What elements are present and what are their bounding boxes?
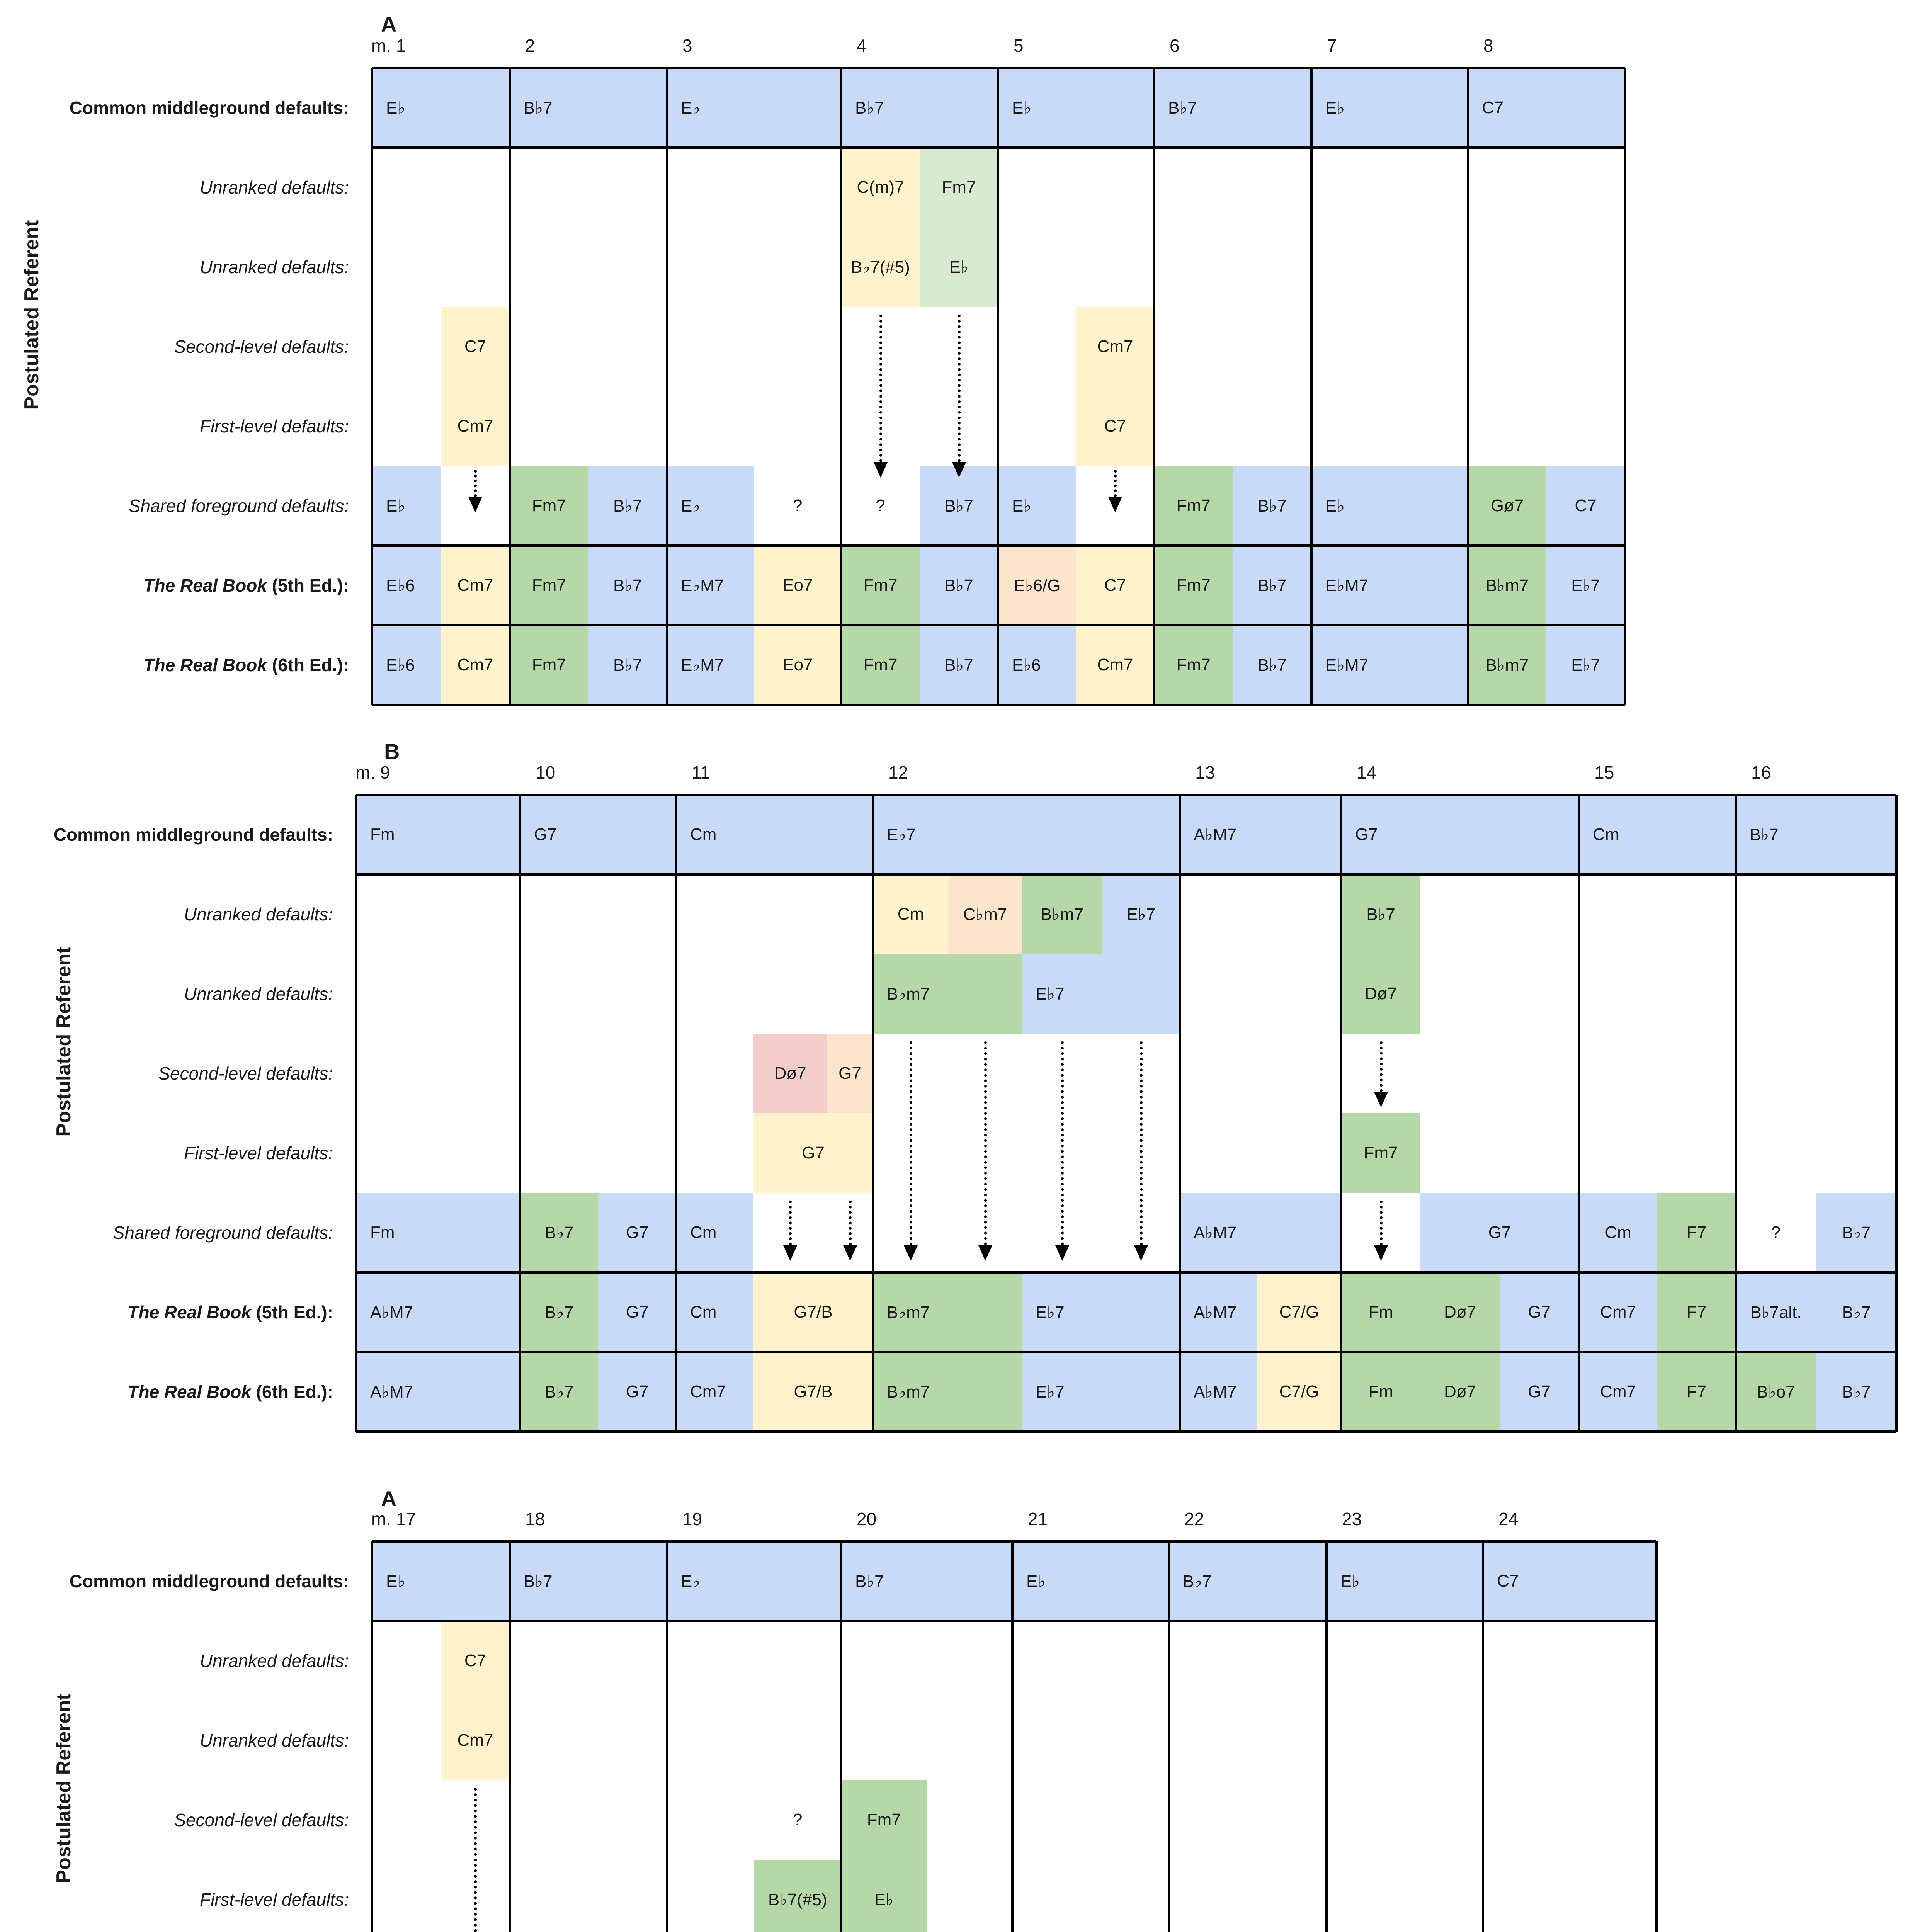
arrow-head-icon: [874, 462, 888, 478]
rb5-chord-cell: B♭7: [1233, 546, 1312, 625]
middleground-cell: B♭7: [510, 1541, 667, 1621]
rb5-chord-cell: G7/B: [753, 1272, 873, 1352]
arrow-head-icon: [1134, 1245, 1148, 1261]
middleground-cell: B♭7: [1154, 68, 1311, 148]
dotted-arrow-line: [1380, 1201, 1383, 1245]
row-label-suffix: (6th Ed.):: [251, 1382, 333, 1402]
shared-chord-cell: B♭7: [1816, 1193, 1896, 1272]
arrow-head-icon: [783, 1245, 797, 1261]
grid-line: [371, 68, 373, 705]
unranked-default-cell: C(m)7: [841, 148, 920, 227]
shared-chord-cell: [753, 1193, 1180, 1272]
shared-chord-cell: E♭: [998, 466, 1076, 546]
rb5-chord-cell: [1390, 546, 1468, 625]
rb5-chord-cell: E♭7: [1546, 546, 1625, 625]
measure-number: 16: [1751, 762, 1771, 782]
row-label-title: The Real Book: [128, 1302, 251, 1322]
measure-number: 15: [1594, 762, 1614, 782]
rb5-chord-cell: A♭M7: [356, 1272, 520, 1352]
dotted-arrow-line: [474, 1788, 477, 1932]
dotted-arrow-line: [1140, 1041, 1143, 1245]
unranked-default-cell: B♭m7: [1022, 874, 1102, 954]
dotted-arrow-line: [910, 1041, 912, 1245]
grid-line: [840, 68, 842, 705]
rb5-chord-cell: Eo7: [754, 546, 842, 625]
shared-chord-cell: Cm: [1579, 1193, 1657, 1272]
first-level-default-cell: G7: [753, 1113, 873, 1193]
row-label-rb6: [143, 655, 349, 675]
rb6-chord-cell: B♭7: [520, 1352, 598, 1432]
middleground-cell: E♭: [667, 1541, 841, 1621]
rb6-chord-cell: B♭m7: [1468, 625, 1546, 705]
rb5-chord-cell: E♭M7: [667, 546, 754, 625]
side-label: Postulated Referent: [53, 1693, 75, 1883]
measure-number: 18: [525, 1509, 545, 1529]
row-label-suffix: (6th Ed.):: [267, 655, 349, 675]
dotted-arrow-line: [789, 1201, 792, 1245]
unranked-default-cell: Cm: [873, 874, 949, 954]
grid-line: [666, 68, 668, 705]
rb6-chord-cell: Cm7: [441, 625, 510, 705]
section-label: A: [381, 1486, 397, 1511]
row-label-second: Second-level defaults:: [174, 1810, 349, 1830]
rb5-chord-cell: B♭7alt.: [1736, 1272, 1816, 1352]
rb5-chord-cell: E♭6: [372, 546, 441, 625]
measure-number: 8: [1483, 36, 1493, 56]
middleground-cell: E♭: [372, 68, 510, 148]
rb5-chord-cell: C7/G: [1257, 1272, 1341, 1352]
middleground-cell: Cm: [676, 795, 873, 874]
arrow-head-icon: [1374, 1092, 1388, 1107]
measure-number: m. 17: [371, 1509, 416, 1529]
first-level-default-cell: Cm7: [441, 386, 510, 466]
shared-chord-cell: [1390, 466, 1468, 546]
grid-line: [356, 1271, 1896, 1274]
measure-number: 19: [682, 1509, 702, 1529]
second-level-default-cell: Cm7: [1076, 307, 1154, 386]
rb6-chord-cell: G7/B: [753, 1352, 873, 1432]
middleground-cell: B♭7: [841, 1541, 1012, 1621]
dotted-arrow-line: [879, 315, 882, 462]
unranked-default-cell: B♭7: [1341, 874, 1420, 954]
rb5-chord-cell: Dø7: [1420, 1272, 1500, 1352]
unranked-default-cell: C7: [441, 1621, 510, 1701]
rb6-chord-cell: Dø7: [1420, 1352, 1500, 1432]
shared-chord-cell: Cm: [676, 1193, 753, 1272]
measure-number: 24: [1498, 1509, 1519, 1529]
dotted-arrow-line: [1061, 1041, 1064, 1245]
shared-chord-cell: Gø7: [1468, 466, 1546, 546]
first-level-default-cell: Fm7: [1341, 1113, 1420, 1193]
arrow-head-icon: [978, 1245, 992, 1261]
row-label-suffix: (5th Ed.):: [251, 1302, 333, 1322]
measure-number: 20: [857, 1509, 877, 1529]
shared-chord-cell: E♭: [372, 466, 441, 546]
grid-line: [872, 795, 874, 1432]
measure-number: 11: [692, 762, 710, 782]
grid-line: [519, 795, 521, 1432]
arrow-head-icon: [904, 1245, 918, 1261]
rb5-chord-cell: B♭m7: [1468, 546, 1546, 625]
measure-number: m. 1: [371, 36, 406, 56]
rb6-chord-cell: B♭7: [1816, 1352, 1896, 1432]
rb6-chord-cell: E♭6: [998, 625, 1076, 705]
row-label-unranked: Unranked defaults:: [199, 257, 349, 277]
arrow-head-icon: [1374, 1245, 1388, 1261]
rb6-chord-cell: F7: [1657, 1352, 1736, 1432]
shared-chord-cell: C7: [1546, 466, 1625, 546]
middleground-cell: E♭: [1311, 68, 1468, 148]
grid-line: [1482, 1541, 1484, 1932]
rb5-chord-cell: A♭M7: [1180, 1272, 1257, 1352]
rb6-chord-cell: E♭7: [1022, 1352, 1180, 1432]
shared-chord-cell: G7: [1420, 1193, 1579, 1272]
unranked-default-cell: C♭m7: [949, 874, 1022, 954]
rb6-chord-cell: B♭7: [588, 625, 667, 705]
unranked-default-cell: E♭: [920, 227, 998, 307]
shared-chord-cell: ?: [841, 466, 920, 546]
rb6-chord-cell: A♭M7: [356, 1352, 520, 1432]
grid-line: [675, 795, 677, 1432]
rb6-chord-cell: E♭7: [1546, 625, 1625, 705]
middleground-cell: C7: [1468, 68, 1625, 148]
grid-line: [371, 1541, 373, 1932]
middleground-cell: E♭: [667, 68, 841, 148]
side-label: Postulated Referent: [20, 219, 43, 410]
row-label-unranked: Unranked defaults:: [199, 1651, 349, 1671]
middleground-cell: Fm: [356, 795, 520, 874]
grid-line: [1011, 1541, 1014, 1932]
second-level-default-cell: Dø7: [753, 1034, 827, 1113]
grid-line: [372, 1620, 1656, 1622]
rb5-chord-cell: B♭m7: [873, 1272, 1022, 1352]
rb5-chord-cell: Cm7: [1579, 1272, 1657, 1352]
row-label-unranked: Unranked defaults:: [199, 177, 349, 197]
rb6-chord-cell: A♭M7: [1180, 1352, 1257, 1432]
row-label-middleground: Common middleground defaults:: [53, 825, 333, 845]
second-level-default-cell: G7: [827, 1034, 873, 1113]
rb6-chord-cell: B♭7: [1233, 625, 1312, 705]
arrow-head-icon: [1055, 1245, 1069, 1261]
grid-line: [356, 1351, 1896, 1353]
rb6-chord-cell: C7/G: [1257, 1352, 1341, 1432]
rb5-chord-cell: G7: [598, 1272, 676, 1352]
middleground-cell: C7: [1483, 1541, 1656, 1621]
second-level-default-cell: ?: [754, 1780, 842, 1860]
grid-line: [1655, 1541, 1658, 1932]
dotted-arrow-line: [1380, 1041, 1383, 1092]
grid-line: [1735, 795, 1737, 1432]
shared-chord-cell: B♭7: [588, 466, 667, 546]
rb6-chord-cell: Cm7: [1076, 625, 1154, 705]
grid-line: [356, 1430, 1896, 1433]
grid-line: [1310, 68, 1313, 705]
grid-line: [356, 794, 1896, 796]
row-label-shared: Shared foreground defaults:: [112, 1223, 333, 1243]
middleground-cell: B♭7: [1736, 795, 1896, 874]
shared-chord-cell: ?: [1736, 1193, 1816, 1272]
measure-number: m. 9: [355, 762, 390, 782]
shared-chord-cell: ?: [754, 466, 842, 546]
shared-chord-cell: B♭7: [920, 466, 998, 546]
rb6-chord-cell: E♭M7: [1311, 625, 1390, 705]
grid-line: [509, 68, 511, 705]
grid-line: [1179, 795, 1181, 1432]
middleground-cell: A♭M7: [1180, 795, 1341, 874]
shared-chord-cell: E♭: [667, 466, 754, 546]
row-label-unranked: Unranked defaults:: [184, 904, 333, 924]
measure-number: 10: [536, 762, 556, 782]
rb5-chord-cell: Fm7: [510, 546, 588, 625]
section-label: B: [384, 739, 400, 764]
middleground-cell: B♭7: [1169, 1541, 1327, 1621]
middleground-cell: E♭: [1012, 1541, 1169, 1621]
rb6-chord-cell: Cm7: [1579, 1352, 1657, 1432]
rb5-chord-cell: E♭M7: [1311, 546, 1390, 625]
rb6-chord-cell: Cm7: [676, 1352, 753, 1432]
rb5-chord-cell: B♭7: [520, 1272, 598, 1352]
arrow-head-icon: [952, 462, 966, 478]
middleground-cell: E♭: [998, 68, 1154, 148]
row-label-middleground: Common middleground defaults:: [69, 1571, 349, 1591]
grid-line: [1153, 68, 1155, 705]
rb6-chord-cell: E♭6: [372, 625, 441, 705]
shared-chord-cell: B♭7: [520, 1193, 598, 1272]
shared-chord-cell: Fm: [356, 1193, 520, 1272]
side-label: Postulated Referent: [53, 946, 75, 1137]
row-label-title: The Real Book: [143, 655, 267, 675]
row-label-unranked: Unranked defaults:: [184, 984, 333, 1004]
measure-number: 14: [1357, 762, 1377, 782]
grid-line: [1325, 1541, 1328, 1932]
second-level-default-cell: Fm7: [841, 1780, 927, 1860]
shared-chord-cell: G7: [598, 1193, 676, 1272]
middleground-cell: G7: [520, 795, 676, 874]
grid-line: [666, 1541, 668, 1932]
measure-number: 23: [1342, 1509, 1362, 1529]
row-label-first: First-level defaults:: [199, 1889, 349, 1910]
row-label-title: The Real Book: [128, 1382, 251, 1402]
rb5-chord-cell: B♭7: [920, 546, 998, 625]
dotted-arrow-line: [1114, 470, 1117, 497]
row-label-first: First-level defaults:: [199, 416, 349, 436]
shared-chord-cell: Fm7: [510, 466, 588, 546]
first-level-default-cell: E♭: [841, 1860, 927, 1932]
shared-chord-cell: E♭: [1311, 466, 1390, 546]
measure-number: 21: [1028, 1509, 1048, 1529]
grid-line: [1340, 795, 1342, 1432]
row-label-rb5: [128, 1302, 333, 1323]
measure-number: 5: [1014, 36, 1024, 56]
first-level-default-cell: C7: [1076, 386, 1154, 466]
rb6-chord-cell: G7: [598, 1352, 676, 1432]
middleground-cell: E♭7: [873, 795, 1180, 874]
rb5-chord-cell: B♭7: [588, 546, 667, 625]
rb6-chord-cell: Fm7: [841, 625, 920, 705]
dotted-arrow-line: [984, 1041, 987, 1245]
measure-number: 2: [525, 36, 535, 56]
unranked-default-cell: Fm7: [920, 148, 998, 227]
dotted-arrow-line: [474, 470, 477, 497]
rb6-chord-cell: Fm7: [1154, 625, 1233, 705]
row-label-rb6: [128, 1381, 333, 1402]
measure-number: 6: [1170, 36, 1180, 56]
rb6-chord-cell: E♭M7: [667, 625, 754, 705]
first-level-default-cell: B♭7(#5): [754, 1860, 842, 1932]
middleground-cell: B♭7: [841, 68, 998, 148]
middleground-cell: E♭: [1327, 1541, 1483, 1621]
rb6-chord-cell: B♭o7: [1736, 1352, 1816, 1432]
rb6-chord-cell: B♭7: [920, 625, 998, 705]
rb5-chord-cell: E♭7: [1022, 1272, 1180, 1352]
rb5-chord-cell: Fm7: [1154, 546, 1233, 625]
rb5-chord-cell: E♭6/G: [998, 546, 1076, 625]
dotted-arrow-line: [958, 315, 961, 462]
arrow-head-icon: [843, 1245, 857, 1261]
rb5-chord-cell: Cm: [676, 1272, 753, 1352]
shared-chord-cell: F7: [1657, 1193, 1736, 1272]
middleground-cell: B♭7: [510, 68, 667, 148]
rb6-chord-cell: Fm: [1341, 1352, 1420, 1432]
rb5-chord-cell: Fm7: [841, 546, 920, 625]
grid-line: [997, 68, 999, 705]
measure-number: 22: [1184, 1509, 1204, 1529]
section-label: A: [381, 12, 397, 36]
dotted-arrow-line: [849, 1201, 852, 1245]
unranked-default-cell: B♭m7: [873, 954, 1022, 1034]
second-level-default-cell: C7: [441, 307, 510, 386]
measure-number: 4: [857, 36, 867, 56]
grid-line: [356, 873, 1896, 876]
row-label-unranked: Unranked defaults:: [199, 1730, 349, 1750]
grid-line: [509, 1541, 511, 1932]
grid-line: [1895, 795, 1898, 1432]
unranked-default-cell: E♭7: [1102, 874, 1180, 954]
grid-line: [355, 795, 357, 1432]
middleground-cell: Cm: [1579, 795, 1736, 874]
arrow-head-icon: [468, 497, 482, 512]
row-label-second: Second-level defaults:: [174, 337, 349, 357]
shared-chord-cell: Fm7: [1154, 466, 1233, 546]
grid-line: [1624, 68, 1626, 705]
measure-number: 7: [1327, 36, 1337, 56]
row-label-shared: Shared foreground defaults:: [128, 496, 349, 516]
grid-line: [1168, 1541, 1170, 1932]
shared-chord-cell: A♭M7: [1180, 1193, 1341, 1272]
unranked-default-cell: Dø7: [1341, 954, 1420, 1034]
rb5-chord-cell: G7: [1500, 1272, 1579, 1352]
middleground-cell: E♭: [372, 1541, 510, 1621]
rb6-chord-cell: [1390, 625, 1468, 705]
middleground-cell: G7: [1341, 795, 1579, 874]
rb5-chord-cell: C7: [1076, 546, 1154, 625]
measure-number: 13: [1195, 762, 1215, 782]
measure-number: 12: [888, 762, 908, 782]
unranked-default-cell: B♭7(#5): [841, 227, 920, 307]
rb6-chord-cell: G7: [1500, 1352, 1579, 1432]
rb5-chord-cell: Cm7: [441, 546, 510, 625]
shared-chord-cell: B♭7: [1233, 466, 1312, 546]
rb5-chord-cell: F7: [1657, 1272, 1736, 1352]
grid-line: [372, 1540, 1656, 1543]
rb6-chord-cell: Fm7: [510, 625, 588, 705]
row-label-suffix: (5th Ed.):: [267, 575, 349, 595]
rb5-chord-cell: Fm: [1341, 1272, 1420, 1352]
measure-number: 3: [682, 36, 692, 56]
row-label-second: Second-level defaults:: [158, 1063, 333, 1083]
unranked-default-cell: E♭7: [1022, 954, 1180, 1034]
grid-line: [1467, 68, 1469, 705]
arrow-head-icon: [1108, 497, 1122, 512]
grid-line: [840, 1541, 842, 1932]
rb6-chord-cell: B♭m7: [873, 1352, 1022, 1432]
rb5-chord-cell: B♭7: [1816, 1272, 1896, 1352]
rb6-chord-cell: Eo7: [754, 625, 842, 705]
row-label-title: The Real Book: [143, 575, 267, 595]
row-label-middleground: Common middleground defaults:: [69, 98, 349, 118]
unranked-default-cell: Cm7: [441, 1701, 510, 1780]
row-label-rb5: [143, 575, 349, 596]
row-label-first: First-level defaults:: [184, 1143, 333, 1163]
grid-line: [1578, 795, 1580, 1432]
